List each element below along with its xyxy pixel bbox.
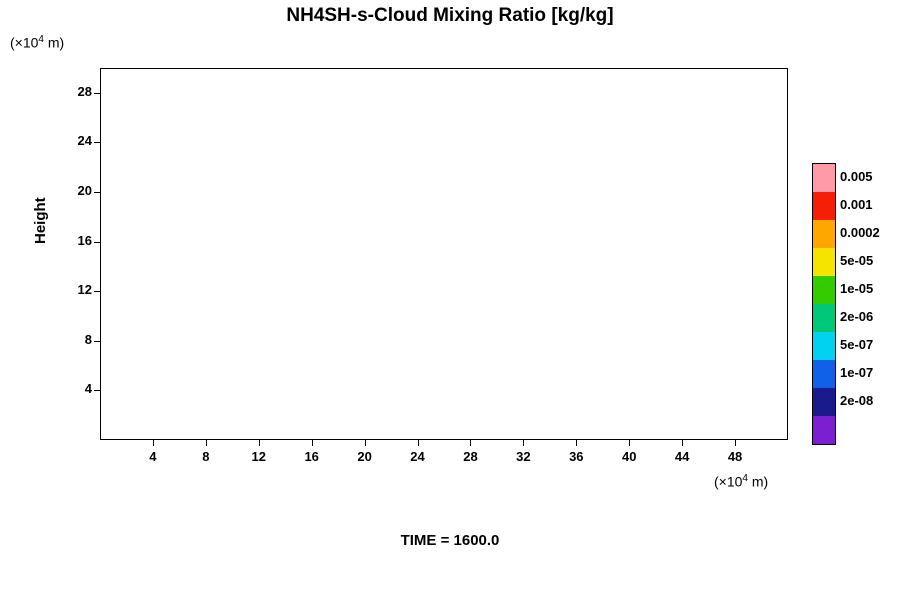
y-tick-label: 12 <box>77 282 92 298</box>
colorbar-label: 0.0002 <box>840 225 880 240</box>
x-tick-label: 48 <box>727 449 743 464</box>
y-tick-mark <box>94 93 100 94</box>
x-tick-label: 24 <box>410 449 425 464</box>
x-tick-mark <box>576 440 577 446</box>
x-tick-mark <box>735 440 736 446</box>
time-annotation: TIME = 1600.0 <box>400 532 500 549</box>
colorbar-label: 2e-06 <box>840 309 874 324</box>
colorbar-band <box>813 332 835 360</box>
chart-title: NH4SH-s-Cloud Mixing Ratio [kg/kg] <box>286 5 614 26</box>
colorbar-band <box>813 248 835 276</box>
colorbar-label: 2e-08 <box>840 393 874 408</box>
colorbar-band <box>813 304 835 332</box>
colorbar-label: 5e-07 <box>840 337 874 352</box>
colorbar-band <box>813 416 835 444</box>
y-tick-label: 28 <box>77 83 92 99</box>
x-unit-exponent: 4 <box>742 473 748 484</box>
y-tick-mark <box>94 142 100 143</box>
colorbar-label: 0.005 <box>840 169 873 184</box>
y-tick-mark <box>94 192 100 193</box>
y-tick-mark <box>94 242 100 243</box>
colorbar-band <box>813 220 835 248</box>
y-tick-label: 4 <box>84 381 92 397</box>
colorbar <box>812 163 836 445</box>
y-tick-mark <box>94 390 100 391</box>
colorbar-label: 1e-07 <box>840 365 874 380</box>
colorbar-band <box>813 192 835 220</box>
x-tick-mark <box>523 440 524 446</box>
x-tick-mark <box>153 440 154 446</box>
y-tick-mark <box>94 291 100 292</box>
y-tick-label: 24 <box>77 133 92 149</box>
x-tick-mark <box>682 440 683 446</box>
x-tick-label: 40 <box>621 449 637 464</box>
x-tick-mark <box>206 440 207 446</box>
colorbar-band <box>813 360 835 388</box>
colorbar-band <box>813 276 835 304</box>
x-tick-label: 36 <box>569 449 584 464</box>
x-tick-label: 44 <box>674 449 690 464</box>
y-unit-exponent: 4 <box>38 34 44 45</box>
x-tick-label: 32 <box>516 449 531 464</box>
x-unit-suffix: m) <box>747 473 769 490</box>
y-unit-prefix: (×10 <box>10 34 39 51</box>
x-unit-prefix: (×10 <box>714 473 743 490</box>
colorbar-band <box>813 388 835 416</box>
colorbar-label: 0.001 <box>840 197 873 212</box>
x-tick-label: 16 <box>304 449 319 464</box>
x-tick-label: 28 <box>463 449 478 464</box>
x-tick-label: 8 <box>202 449 210 464</box>
x-tick-mark <box>312 440 313 446</box>
y-tick-label: 16 <box>77 232 92 248</box>
x-tick-mark <box>259 440 260 446</box>
x-tick-mark <box>418 440 419 446</box>
y-tick-label: 20 <box>77 183 92 198</box>
colorbar-band <box>813 164 835 192</box>
y-axis-unit-label <box>10 34 64 51</box>
x-tick-mark <box>470 440 471 446</box>
colorbar-label: 5e-05 <box>840 253 874 268</box>
x-axis-unit-label <box>714 473 768 490</box>
plot-area <box>100 68 788 440</box>
y-unit-suffix: m) <box>43 34 65 51</box>
x-tick-label: 20 <box>357 449 372 464</box>
x-tick-label: 12 <box>251 449 266 464</box>
x-tick-mark <box>365 440 366 446</box>
x-tick-label: 4 <box>149 449 157 464</box>
y-axis-title: Height <box>32 197 49 244</box>
y-tick-mark <box>94 341 100 342</box>
y-tick-label: 8 <box>84 331 92 347</box>
x-tick-mark <box>629 440 630 446</box>
colorbar-label: 1e-05 <box>840 281 874 296</box>
